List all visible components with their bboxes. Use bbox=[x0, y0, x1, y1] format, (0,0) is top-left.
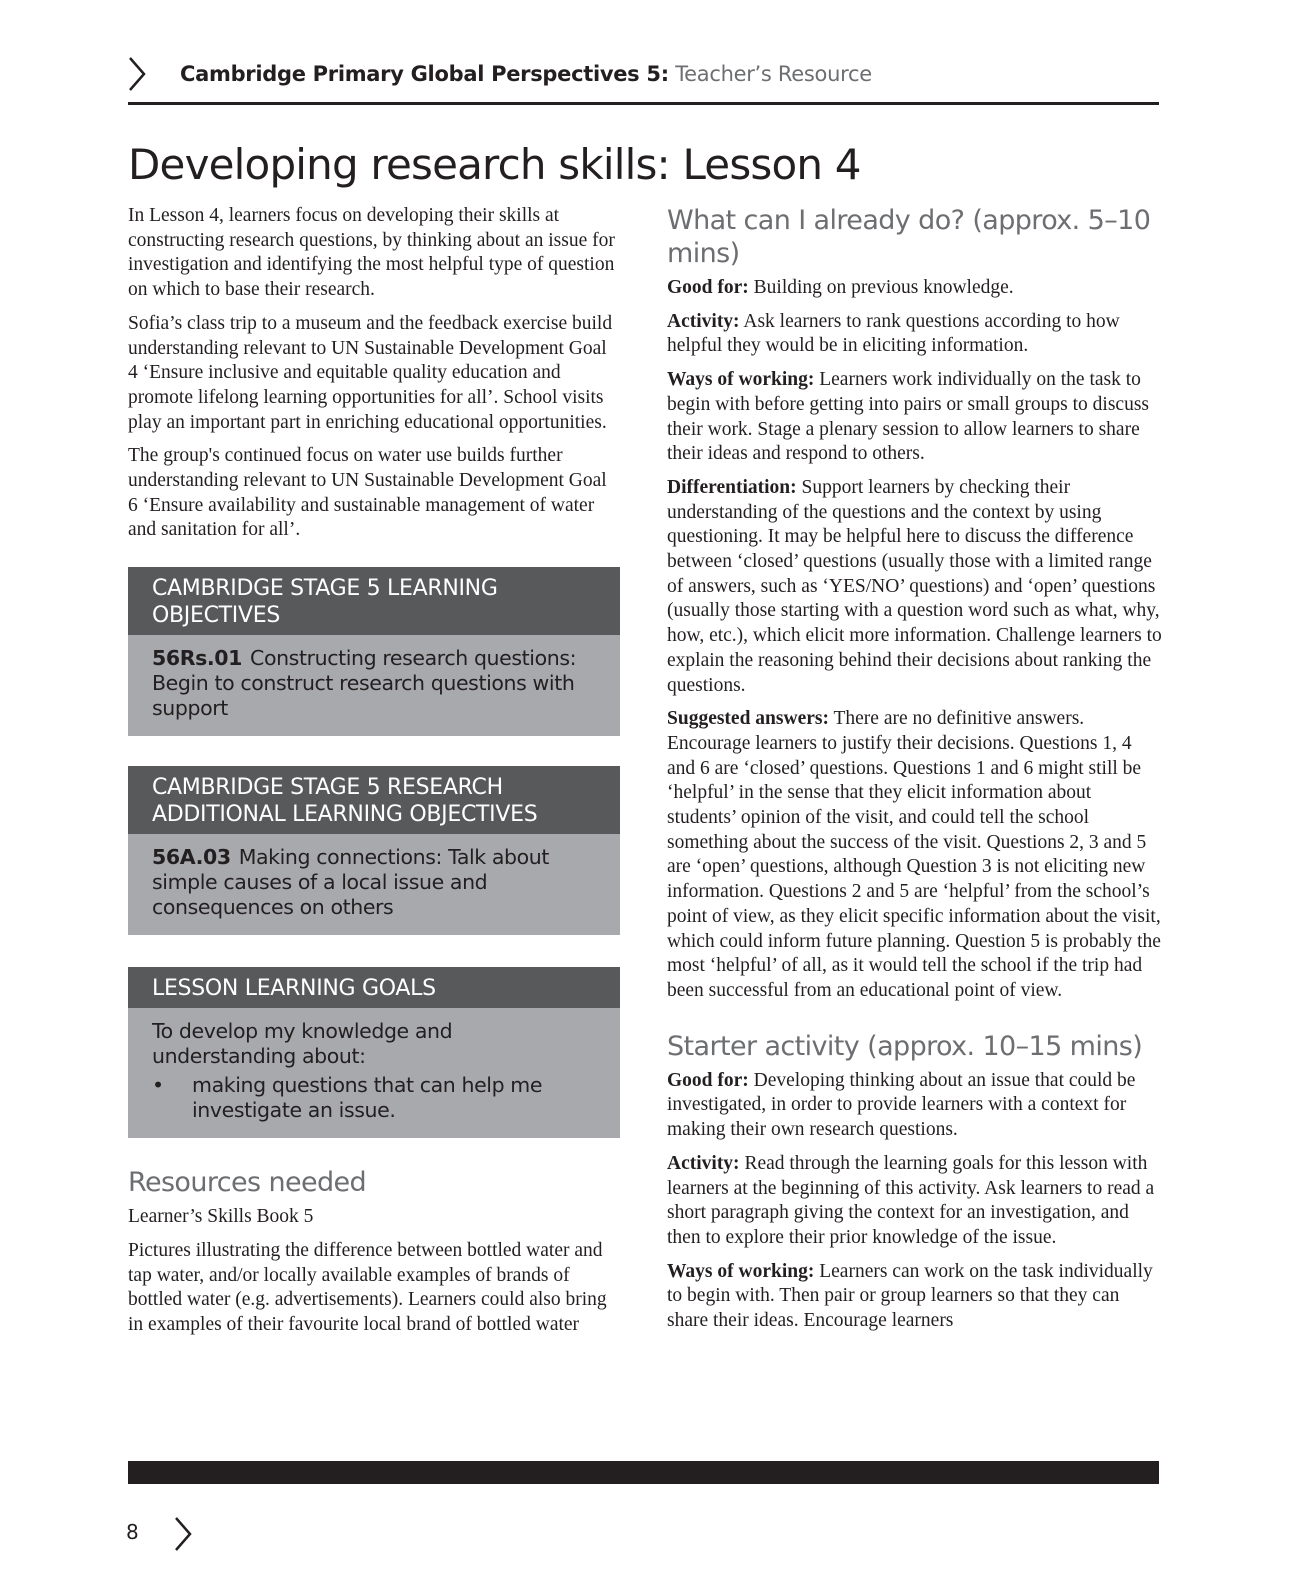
list-item bbox=[152, 1073, 596, 1123]
box-heading: LESSON LEARNING GOALS bbox=[128, 967, 620, 1008]
goals-list bbox=[152, 1073, 596, 1123]
resources-heading: Resources needed bbox=[128, 1167, 367, 1199]
text: Building on previous knowledge. bbox=[748, 277, 1014, 298]
goal-text: making questions that can help me investigate an issue. bbox=[192, 1073, 543, 1123]
text: Learners work individually on the task to begin with before getting into pairs or small groups to discuss their work. Stage a plenary session to allow learners to share their ideas and respond to others. bbox=[667, 369, 1150, 465]
label: Ways of working: bbox=[667, 369, 815, 391]
label: Activity: bbox=[667, 310, 740, 332]
ways-paragraph bbox=[667, 1260, 1162, 1334]
bullet: • bbox=[152, 1073, 164, 1098]
box-body bbox=[128, 635, 620, 736]
good-for-paragraph bbox=[667, 1069, 1162, 1143]
text: Developing thinking about an issue that could be investigated, in order to provide learners with a context for making their own research questions. bbox=[667, 1069, 1136, 1141]
running-header bbox=[128, 52, 1159, 105]
activity-paragraph bbox=[667, 1152, 1162, 1251]
objective-code: 56A.03 bbox=[152, 845, 231, 870]
chevron-right-icon bbox=[174, 1516, 192, 1552]
section-heading: What can I already do? (approx. 5–10 mins) bbox=[667, 205, 1151, 269]
label: Good for: bbox=[667, 1069, 749, 1091]
objective-code: 56Rs.01 bbox=[152, 646, 243, 671]
header-title-sub: Teacher’s Resource bbox=[668, 62, 872, 86]
lesson-goals-box bbox=[128, 967, 620, 1138]
text: Read through the learning goals for this lesson with learners at the beginning of this activity. Ask learners to read a short paragraph giving the context for an investigation, and then to explore their prior knowledge of the issue. bbox=[667, 1152, 1155, 1248]
header-title bbox=[180, 62, 872, 86]
intro-paragraph: In Lesson 4, learners focus on developing their skills at constructing research questions, by thinking about an issue for investigation and identifying the most helpful type of question on which to base their research. bbox=[128, 205, 615, 301]
text: Ask learners to rank questions according to how helpful they would be in eliciting information. bbox=[667, 310, 1120, 357]
differentiation-paragraph bbox=[667, 476, 1162, 698]
intro-paragraph: The group's continued focus on water use builds further understanding relevant to UN Sustainable Development Goal 6 ‘Ensure availability and sustainable management of water and sanitation for all’. bbox=[128, 445, 607, 541]
right-column bbox=[667, 204, 1162, 1343]
label: Suggested answers: bbox=[667, 708, 829, 730]
goals-intro: To develop my knowledge and understanding about: bbox=[152, 1019, 453, 1069]
ways-paragraph bbox=[667, 368, 1162, 467]
label: Differentiation: bbox=[667, 476, 797, 498]
left-column bbox=[128, 204, 620, 1347]
intro-paragraph: Sofia’s class trip to a museum and the feedback exercise build understanding relevant to UN Sustainable Development Goal 4 ‘Ensure inclusive and equitable quality education and promote lifelong learning opportunities for all’. School visits play an important part in enriching educational opportunities. bbox=[128, 312, 613, 433]
text: Support learners by checking their understanding of the questions and the context by using questioning. It may be helpful here to discuss the difference between ‘closed’ questions (usually those with a limited range of answers, such as ‘YES/NO’ questions) and ‘open’ questions (usually those starting with a question word such as what, why, how, etc.), which elicit more information. Challenge learners to explain the reasoning behind their decisions about ranking the questions. bbox=[667, 476, 1162, 696]
additional-objectives-box bbox=[128, 766, 620, 935]
section-heading: Starter activity (approx. 10–15 mins) bbox=[667, 1030, 1143, 1062]
answers-paragraph bbox=[667, 707, 1162, 1003]
box-body bbox=[128, 834, 620, 935]
label: Ways of working: bbox=[667, 1260, 815, 1282]
header-title-main: Cambridge Primary Global Perspectives 5: bbox=[180, 62, 669, 86]
resource-item: Pictures illustrating the difference between bottled water and tap water, and/or locally available examples of brands of bottled water (e.g. advertisements). Learners could also bring in examples of their favourite local brand of bottled water bbox=[128, 1239, 607, 1335]
page-number: 8 bbox=[126, 1520, 139, 1544]
box-heading: CAMBRIDGE STAGE 5 LEARNING OBJECTIVES bbox=[128, 567, 620, 635]
resource-item: Learner’s Skills Book 5 bbox=[128, 1206, 314, 1228]
good-for-paragraph bbox=[667, 276, 1162, 301]
learning-objectives-box bbox=[128, 567, 620, 736]
objective-text: Constructing research questions: Begin to construct research questions with support bbox=[152, 646, 577, 721]
activity-paragraph bbox=[667, 310, 1162, 359]
box-body bbox=[128, 1008, 620, 1138]
text: Learners can work on the task individually to begin with. Then pair or group learners so that they can share their ideas. Encourage learners bbox=[667, 1260, 1153, 1332]
box-heading: CAMBRIDGE STAGE 5 RESEARCH ADDITIONAL LEARNING OBJECTIVES bbox=[128, 766, 620, 834]
footer-bar bbox=[128, 1461, 1159, 1484]
chevron-right-icon bbox=[128, 56, 146, 92]
text: There are no definitive answers. Encourage learners to justify their decisions. Questions 1, 4 and 6 are ‘closed’ questions. Questions 1 and 6 might still be ‘helpful’ in the sense that they elicit information about students’ opinion of the visit, and could tell the school something about the success of the visit. Questions 2, 3 and 5 are ‘open’ questions, although Question 3 is not eliciting new information. Questions 2 and 5 are ‘helpful’ from the school’s point of view, as they elicit specific information about the visit, which could inform future planning. Question 5 is probably the most ‘helpful’ of all, as it would tell the school if the trip had been successful from an educational point of view. bbox=[667, 708, 1161, 1001]
label: Good for: bbox=[667, 277, 749, 298]
label: Activity: bbox=[667, 1152, 740, 1174]
objective-text: Making connections: Talk about simple causes of a local issue and consequences on others bbox=[152, 845, 550, 920]
page-title: Developing research skills: Lesson 4 bbox=[128, 140, 861, 189]
